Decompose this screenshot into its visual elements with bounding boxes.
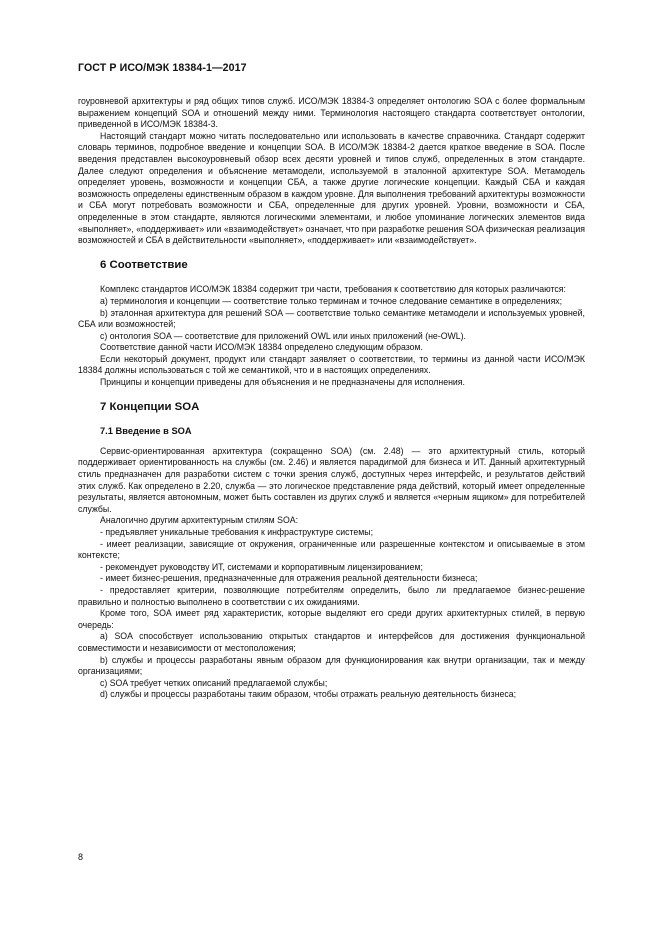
- list-item: а) терминология и концепции — соответствие только терминам и точное следование семантике в определениях;: [100, 295, 563, 306]
- paragraph: Настоящий стандарт можно читать последовательно или использовать в качестве справочника. Стандарт содержит словарь терминов, подробное введение и концепции SOA. В ИСО/МЭК 18384-2 дается краткое введение в SOA. После введения представлен высокоуровневый обзор всех десяти уровней и типов служб, определенных в этом стандарте. Далее следуют определения и объяснение метамодели, используемой в эталонной архитектуре SOA. Метамодель определяет уровень, возможности и концепции СБА, а также другие логические концепции. Каждый СБА и каждая возможность определены единственным образом в каждом уровне. Для выполнения требований архитектуры возможности и СБА могут потребовать возможности и СБА, определенные для других уровней. Уровни, возможности и СБА, определенные в этом стандарте, являются логическими элементами, и любое упоминание логических элементов вида «выполняет», «поддерживает» или «взаимодействует» означает, что при разработке решения SOA физическая реализация возможностей и СБА в действительности «выполняет», «поддерживает» или «взаимодействует».: [78, 130, 585, 246]
- paragraph: Аналогично другим архитектурным стилям SOA:: [100, 515, 299, 526]
- paragraph: Соответствие данной части ИСО/МЭК 18384 определено следующим образом.: [100, 342, 423, 353]
- paragraph: Если некоторый документ, продукт или стандарт заявляет о соответствии, то термины из данной части ИСО/МЭК 18384 должны использоваться с той же семантикой, что и в настоящих определениях.: [78, 353, 585, 376]
- paragraph: Принципы и концепции приведены для объяснения и не предназначены для исполнения.: [100, 377, 465, 388]
- subsection-heading-7-1: 7.1 Введение в SOA: [100, 426, 192, 437]
- page-number: 8: [78, 852, 84, 862]
- list-item: - предоставляет критерии, позволяющие потребителям определить, было ли предлагаемое бизнес-решение правильно и полностью выполнено в соответствии с их ожиданиями.: [78, 584, 585, 607]
- document-body: [78, 96, 585, 701]
- list-item: b) службы и процессы разработаны явным образом для функционирования как внутри организации, так и между организациями;: [78, 654, 585, 677]
- section-heading-6: 6 Соответствие: [100, 258, 188, 271]
- section-heading-7: 7 Концепции SOA: [100, 400, 200, 413]
- list-item: а) SOA способствует использованию открытых стандартов и интерфейсов для достижения функциональной совместимости и независимости от местоположения;: [78, 631, 585, 653]
- list-item: d) службы и процессы разработаны таким образом, чтобы отражать реальную деятельность бизнеса;: [100, 689, 517, 700]
- list-item: - рекомендует руководству ИТ, системами и корпоративным лицензированием;: [100, 561, 423, 572]
- list-item: - имеет реализации, зависящие от окружения, ограниченные или разрешенные контекстом и описываемые в этом контексте;: [78, 538, 585, 561]
- list-item: - предъявляет уникальные требования к инфраструктуре системы;: [100, 527, 373, 537]
- paragraph: гоуровневой архитектуры и ряд общих типов служб. ИСО/МЭК 18384-3 определяет онтологию SOA с более формальным выражением концепций SOA и отношений между ними. Терминология настоящего стандарта соответствует онтологии, приведенной в ИСО/МЭК 18384-3.: [78, 96, 585, 130]
- paragraph: Комплекс стандартов ИСО/МЭК 18384 содержит три части, требования к соответствию для которых различаются:: [100, 284, 566, 295]
- list-item: с) онтология SOA — соответствие для приложений OWL или иных приложений (не-OWL).: [100, 330, 466, 341]
- paragraph: Сервис-ориентированная архитектура (сокращенно SOA) (см. 2.48) — это архитектурный стиль, который поддерживает ориентированность на службы (см. 2.46) и является парадигмой для бизнеса и ИТ. Данный архитектурный стиль предназначен для разработки систем с точки зрения служб, доступных через интерфейс, и результатов действий этих служб. Как определено в 2.20, служба — это логическое представление ряда действий, который имеет определенные результаты, является автономным, может быть составлен из других служб и является «черным ящиком» для потребителей службы.: [78, 445, 585, 514]
- paragraph: Кроме того, SOA имеет ряд характеристик, которые выделяют его среди других архитектурных стилей, в первую очередь:: [78, 608, 585, 630]
- list-item: b) эталонная архитектура для решений SOA — соответствие только семантике метамодели и используемых уровней, СБА или возможностей;: [78, 307, 585, 330]
- list-item: с) SOA требует четких описаний предлагаемой службы;: [100, 677, 328, 688]
- list-item: - имеет бизнес-решения, предназначенные для отражения реальной деятельности бизнеса;: [100, 573, 478, 584]
- document-header: ГОСТ Р ИСО/МЭК 18384-1—2017: [78, 62, 247, 74]
